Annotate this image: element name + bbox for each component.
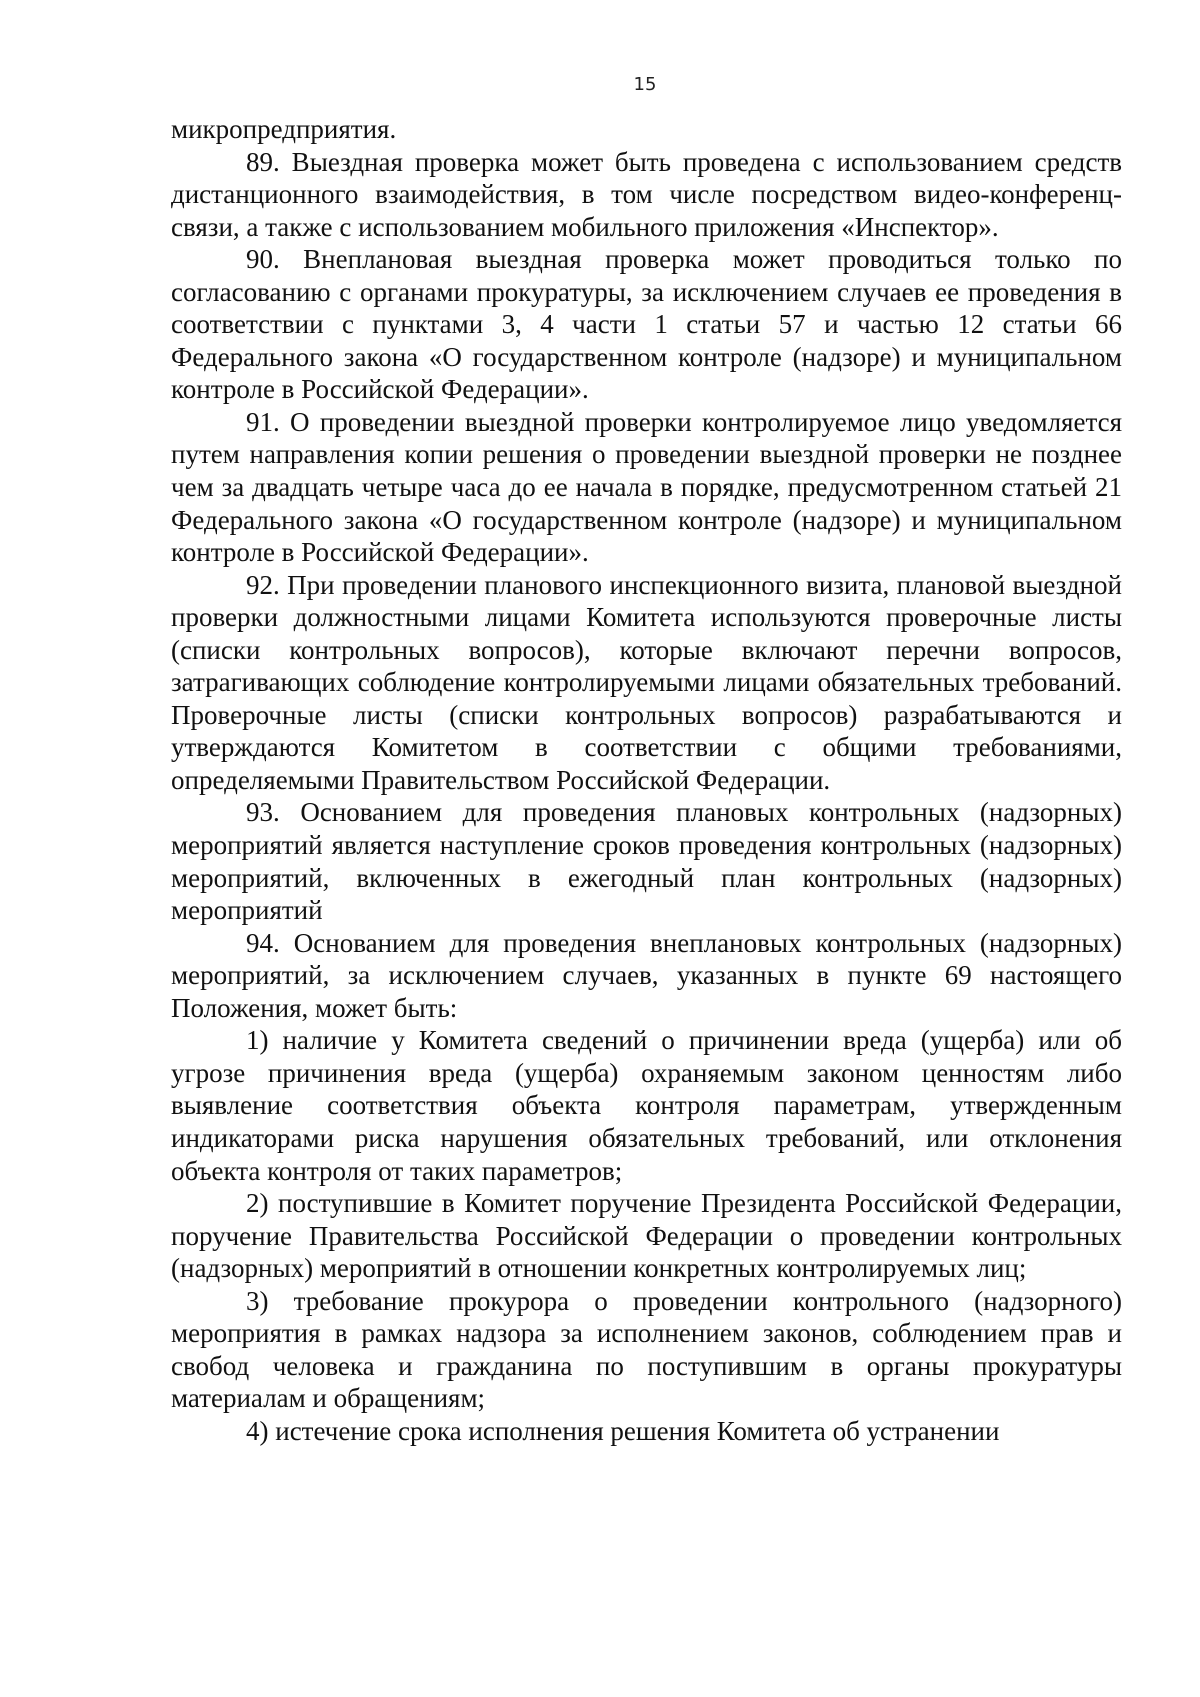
page-number: 15 [633, 74, 657, 95]
list-item-2: 2) поступившие в Комитет поручение Президента Российской Федерации, поручение Правительства Российской Федерации о проведении контрольных (надзорных) мероприятий в отношении конкретных контролируемых лиц; [171, 1188, 1122, 1284]
paragraph-90: 90. Внеплановая выездная проверка может проводиться только по согласованию с органами прокуратуры, за исключением случаев ее проведения в соответствии с пунктами 3, 4 части 1 статьи 57 и частью 12 статьи 66 Федерального закона «О государственном контроле (надзоре) и муниципальном контроле в Российской Федерации». [171, 244, 1122, 405]
list-item-4: 4) истечение срока исполнения решения Комитета об устранении [246, 1415, 1000, 1446]
list-item-1: 1) наличие у Комитета сведений о причинении вреда (ущерба) или об угрозе причинения вреда (ущерба) охраняемым законом ценностям либо выявление соответствия объекта контроля параметрам, утвержденным индикаторами риска нарушения обязательных требований, или отклонения объекта контроля от таких параметров; [171, 1025, 1122, 1186]
paragraph-93: 93. Основанием для проведения плановых контрольных (надзорных) мероприятий является наступление сроков проведения контрольных (надзорных) мероприятий, включенных в ежегодный план контрольных (надзорных) мероприятий [171, 797, 1122, 926]
list-item-3: 3) требование прокурора о проведении контрольного (надзорного) мероприятия в рамках надзора за исполнением законов, соблюдением прав и свобод человека и гражданина по поступившим в органы прокуратуры материалам и обращениям; [171, 1285, 1122, 1414]
paragraph-89: 89. Выездная проверка может быть проведена с использованием средств дистанционного взаимодействия, в том числе посредством видео-конференц-связи, а также с использованием мобильного приложения «Инспектор». [171, 146, 1122, 242]
paragraph-91: 91. О проведении выездной проверки контролируемое лицо уведомляется путем направления копии решения о проведении выездной проверки не позднее чем за двадцать четыре часа до ее начала в порядке, предусмотренном статьей 21 Федерального закона «О государственном контроле (надзоре) и муниципальном контроле в Российской Федерации». [171, 406, 1122, 568]
document-body [171, 113, 1122, 1447]
paragraph-continuation: микропредприятия. [171, 114, 397, 144]
paragraph-92: 92. При проведении планового инспекционного визита, плановой выездной проверки должностными лицами Комитета используются проверочные листы (списки контрольных вопросов), которые включают перечни вопросов, затрагивающих соблюдение контролируемыми лицами обязательных требований. Проверочные листы (списки контрольных вопросов) разрабатываются и утверждаются Комитетом в соответствии с общими требованиями, определяемыми Правительством Российской Федерации. [171, 569, 1122, 795]
paragraph-94: 94. Основанием для проведения внеплановых контрольных (надзорных) мероприятий, за исключением случаев, указанных в пункте 69 настоящего Положения, может быть: [171, 927, 1122, 1023]
